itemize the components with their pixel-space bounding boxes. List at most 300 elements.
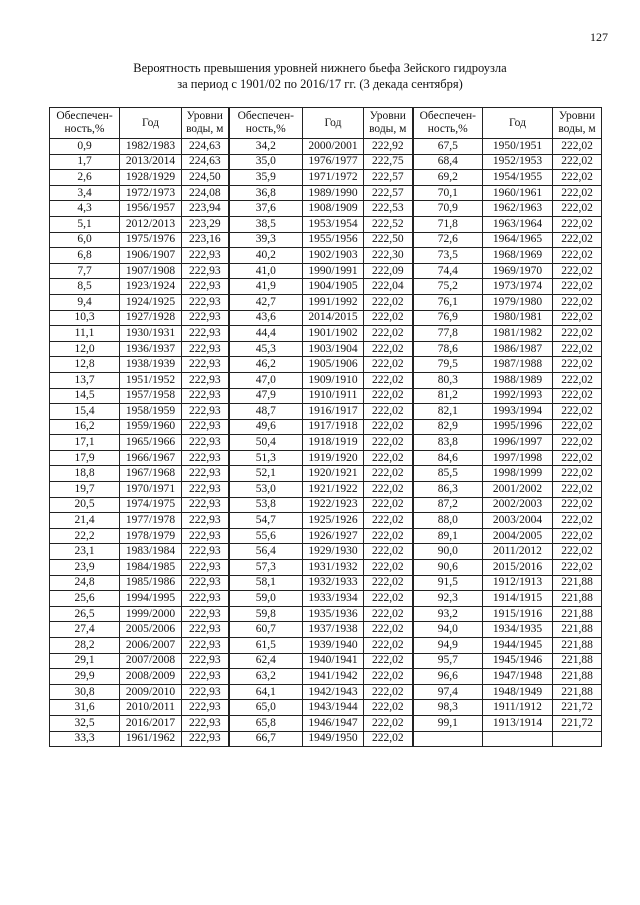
probability-cell: 43,6: [229, 310, 303, 326]
probability-cell: 28,2: [50, 638, 120, 654]
probability-cell: 45,3: [229, 341, 303, 357]
year-cell: 1942/1943: [303, 684, 364, 700]
probability-cell: 80,3: [413, 372, 483, 388]
water-level-cell: 222,02: [364, 294, 413, 310]
probability-cell: 14,5: [50, 388, 120, 404]
year-cell: [483, 731, 553, 747]
probability-cell: 0,9: [50, 139, 120, 155]
probability-cell: 67,5: [413, 139, 483, 155]
year-cell: 1993/1994: [483, 404, 553, 420]
probability-cell: [413, 731, 483, 747]
year-cell: 1984/1985: [120, 560, 182, 576]
probability-cell: 34,2: [229, 139, 303, 155]
water-level-cell: 222,50: [364, 232, 413, 248]
year-cell: 1939/1940: [303, 638, 364, 654]
probability-cell: 33,3: [50, 731, 120, 747]
table-row: [50, 372, 602, 388]
water-level-cell: 222,02: [553, 544, 602, 560]
water-level-cell: 222,02: [553, 528, 602, 544]
probability-cell: 82,1: [413, 404, 483, 420]
water-level-cell: 224,08: [182, 185, 229, 201]
year-cell: 1972/1973: [120, 185, 182, 201]
probability-cell: 71,8: [413, 216, 483, 232]
probability-cell: 38,5: [229, 216, 303, 232]
probability-cell: 70,1: [413, 185, 483, 201]
water-level-cell: 222,02: [553, 279, 602, 295]
probability-cell: 30,8: [50, 684, 120, 700]
year-cell: 1978/1979: [120, 528, 182, 544]
probability-cell: 91,5: [413, 575, 483, 591]
water-level-cell: 222,09: [364, 263, 413, 279]
probability-cell: 41,0: [229, 263, 303, 279]
probability-cell: 5,1: [50, 216, 120, 232]
probability-cell: 96,6: [413, 669, 483, 685]
water-level-cell: 222,93: [182, 388, 229, 404]
water-level-cell: 222,30: [364, 248, 413, 264]
table-row: [50, 435, 602, 451]
water-level-cell: 221,88: [553, 591, 602, 607]
probability-cell: 63,2: [229, 669, 303, 685]
probability-cell: 10,3: [50, 310, 120, 326]
header-probability: Обеспечен-ность,%: [413, 108, 483, 139]
year-cell: 1947/1948: [483, 669, 553, 685]
year-cell: 1966/1967: [120, 450, 182, 466]
table-row: [50, 216, 602, 232]
water-level-cell: 222,02: [553, 185, 602, 201]
probability-cell: 6,8: [50, 248, 120, 264]
probability-cell: 78,6: [413, 341, 483, 357]
year-cell: 1995/1996: [483, 419, 553, 435]
probability-cell: 88,0: [413, 513, 483, 529]
water-level-cell: 222,04: [364, 279, 413, 295]
year-cell: 1911/1912: [483, 700, 553, 716]
water-level-cell: 222,93: [182, 419, 229, 435]
year-cell: 1928/1929: [120, 170, 182, 186]
probability-cell: 58,1: [229, 575, 303, 591]
year-cell: 1974/1975: [120, 497, 182, 513]
year-cell: 1964/1965: [483, 232, 553, 248]
probability-cell: 2,6: [50, 170, 120, 186]
water-level-cell: 222,02: [364, 638, 413, 654]
water-level-cell: 222,93: [182, 263, 229, 279]
probability-cell: 1,7: [50, 154, 120, 170]
table-row: [50, 731, 602, 747]
water-level-cell: 222,02: [553, 560, 602, 576]
probability-table: [49, 107, 602, 747]
year-cell: 1910/1911: [303, 388, 364, 404]
year-cell: 1908/1909: [303, 201, 364, 217]
probability-cell: 48,7: [229, 404, 303, 420]
water-level-cell: 222,93: [182, 450, 229, 466]
water-level-cell: 222,02: [364, 450, 413, 466]
probability-cell: 47,0: [229, 372, 303, 388]
water-level-cell: 221,88: [553, 606, 602, 622]
water-level-cell: 224,63: [182, 154, 229, 170]
water-level-cell: 222,02: [364, 544, 413, 560]
water-level-cell: 222,93: [182, 341, 229, 357]
water-level-cell: 222,02: [553, 201, 602, 217]
table-row: [50, 560, 602, 576]
probability-cell: 62,4: [229, 653, 303, 669]
probability-cell: 35,9: [229, 170, 303, 186]
table-row: [50, 700, 602, 716]
water-level-cell: 222,02: [364, 653, 413, 669]
water-level-cell: 222,02: [364, 700, 413, 716]
table-row: [50, 154, 602, 170]
year-cell: 2013/2014: [120, 154, 182, 170]
probability-cell: 61,5: [229, 638, 303, 654]
table-row: [50, 715, 602, 731]
water-level-cell: 222,02: [553, 404, 602, 420]
water-level-cell: 222,93: [182, 638, 229, 654]
year-cell: 1931/1932: [303, 560, 364, 576]
water-level-cell: 222,02: [553, 326, 602, 342]
water-level-cell: 221,72: [553, 700, 602, 716]
year-cell: 1923/1924: [120, 279, 182, 295]
probability-cell: 7,7: [50, 263, 120, 279]
year-cell: 1992/1993: [483, 388, 553, 404]
page-number: 127: [590, 30, 608, 44]
year-cell: 1917/1918: [303, 419, 364, 435]
water-level-cell: 222,02: [364, 575, 413, 591]
table-row: [50, 388, 602, 404]
water-level-cell: 222,02: [553, 435, 602, 451]
year-cell: 1991/1992: [303, 294, 364, 310]
probability-cell: 53,8: [229, 497, 303, 513]
year-cell: 1985/1986: [120, 575, 182, 591]
water-level-cell: 222,02: [364, 715, 413, 731]
probability-cell: 12,8: [50, 357, 120, 373]
year-cell: 1935/1936: [303, 606, 364, 622]
probability-cell: 46,2: [229, 357, 303, 373]
year-cell: 1929/1930: [303, 544, 364, 560]
water-level-cell: 222,02: [364, 341, 413, 357]
water-level-cell: 222,02: [364, 419, 413, 435]
probability-cell: 65,8: [229, 715, 303, 731]
header-year: Год: [483, 108, 553, 139]
water-level-cell: 222,93: [182, 404, 229, 420]
year-cell: 1973/1974: [483, 279, 553, 295]
year-cell: 1967/1968: [120, 466, 182, 482]
probability-cell: 97,4: [413, 684, 483, 700]
probability-cell: 72,6: [413, 232, 483, 248]
year-cell: 1986/1987: [483, 341, 553, 357]
year-cell: 1959/1960: [120, 419, 182, 435]
probability-cell: 23,1: [50, 544, 120, 560]
probability-cell: 6,0: [50, 232, 120, 248]
probability-cell: 9,4: [50, 294, 120, 310]
year-cell: 1961/1962: [120, 731, 182, 747]
water-level-cell: 222,93: [182, 715, 229, 731]
probability-cell: 57,3: [229, 560, 303, 576]
water-level-cell: 222,02: [553, 341, 602, 357]
year-cell: 1955/1956: [303, 232, 364, 248]
probability-cell: 59,8: [229, 606, 303, 622]
year-cell: 1996/1997: [483, 435, 553, 451]
year-cell: 2002/2003: [483, 497, 553, 513]
year-cell: 2000/2001: [303, 139, 364, 155]
table-row: [50, 341, 602, 357]
year-cell: 1976/1977: [303, 154, 364, 170]
water-level-cell: 222,02: [364, 372, 413, 388]
year-cell: 1999/2000: [120, 606, 182, 622]
probability-cell: 68,4: [413, 154, 483, 170]
water-level-cell: 222,02: [553, 450, 602, 466]
probability-cell: 76,1: [413, 294, 483, 310]
table-row: [50, 528, 602, 544]
year-cell: 1922/1923: [303, 497, 364, 513]
probability-cell: 18,8: [50, 466, 120, 482]
year-cell: 1960/1961: [483, 185, 553, 201]
table-row: [50, 653, 602, 669]
table-row: [50, 544, 602, 560]
probability-cell: 47,9: [229, 388, 303, 404]
probability-cell: 11,1: [50, 326, 120, 342]
water-level-cell: 222,93: [182, 435, 229, 451]
water-level-cell: 222,02: [364, 513, 413, 529]
table-row: [50, 139, 602, 155]
year-cell: 1979/1980: [483, 294, 553, 310]
probability-cell: 93,2: [413, 606, 483, 622]
water-level-cell: 222,93: [182, 372, 229, 388]
table-row: [50, 263, 602, 279]
table-row: [50, 575, 602, 591]
water-level-cell: 222,02: [553, 294, 602, 310]
probability-cell: 13,7: [50, 372, 120, 388]
year-cell: 1905/1906: [303, 357, 364, 373]
year-cell: 1969/1970: [483, 263, 553, 279]
probability-cell: 69,2: [413, 170, 483, 186]
water-level-cell: 222,02: [553, 263, 602, 279]
water-level-cell: 222,02: [553, 139, 602, 155]
year-cell: 2007/2008: [120, 653, 182, 669]
probability-cell: 40,2: [229, 248, 303, 264]
probability-cell: 49,6: [229, 419, 303, 435]
table-row: [50, 466, 602, 482]
year-cell: 2011/2012: [483, 544, 553, 560]
year-cell: 1946/1947: [303, 715, 364, 731]
probability-cell: 66,7: [229, 731, 303, 747]
water-level-cell: 222,02: [553, 482, 602, 498]
probability-cell: 25,6: [50, 591, 120, 607]
year-cell: 1945/1946: [483, 653, 553, 669]
year-cell: 2003/2004: [483, 513, 553, 529]
water-level-cell: 222,93: [182, 279, 229, 295]
probability-cell: 17,1: [50, 435, 120, 451]
water-level-cell: 223,16: [182, 232, 229, 248]
water-level-cell: 222,02: [364, 357, 413, 373]
probability-cell: 74,4: [413, 263, 483, 279]
water-level-cell: 222,02: [553, 170, 602, 186]
table-row: [50, 326, 602, 342]
probability-cell: 87,2: [413, 497, 483, 513]
year-cell: 1954/1955: [483, 170, 553, 186]
probability-cell: 27,4: [50, 622, 120, 638]
table-row: [50, 279, 602, 295]
year-cell: 1948/1949: [483, 684, 553, 700]
table-row: [50, 513, 602, 529]
probability-cell: 31,6: [50, 700, 120, 716]
water-level-cell: [553, 731, 602, 747]
probability-cell: 94,9: [413, 638, 483, 654]
water-level-cell: 222,02: [364, 684, 413, 700]
water-level-cell: 222,57: [364, 170, 413, 186]
year-cell: 1982/1983: [120, 139, 182, 155]
probability-cell: 41,9: [229, 279, 303, 295]
water-level-cell: 222,93: [182, 294, 229, 310]
year-cell: 1968/1969: [483, 248, 553, 264]
probability-cell: 53,0: [229, 482, 303, 498]
probability-cell: 92,3: [413, 591, 483, 607]
water-level-cell: 221,88: [553, 575, 602, 591]
water-level-cell: 222,02: [364, 404, 413, 420]
probability-cell: 81,2: [413, 388, 483, 404]
year-cell: 1956/1957: [120, 201, 182, 217]
year-cell: 2006/2007: [120, 638, 182, 654]
water-level-cell: 222,93: [182, 622, 229, 638]
water-level-cell: 222,02: [364, 435, 413, 451]
header-water-level: Уровни воды, м: [553, 108, 602, 139]
header-probability: Обеспечен-ность,%: [229, 108, 303, 139]
header-year: Год: [303, 108, 364, 139]
year-cell: 1962/1963: [483, 201, 553, 217]
year-cell: 1987/1988: [483, 357, 553, 373]
table-row: [50, 591, 602, 607]
table-body: [50, 139, 602, 747]
year-cell: 2004/2005: [483, 528, 553, 544]
water-level-cell: 221,88: [553, 622, 602, 638]
water-level-cell: 222,02: [364, 591, 413, 607]
probability-cell: 75,2: [413, 279, 483, 295]
water-level-cell: 222,02: [553, 232, 602, 248]
water-level-cell: 222,93: [182, 482, 229, 498]
water-level-cell: 222,02: [364, 622, 413, 638]
year-cell: 2008/2009: [120, 669, 182, 685]
probability-cell: 95,7: [413, 653, 483, 669]
probability-cell: 4,3: [50, 201, 120, 217]
water-level-cell: 222,93: [182, 684, 229, 700]
year-cell: 1919/1920: [303, 450, 364, 466]
year-cell: 2016/2017: [120, 715, 182, 731]
water-level-cell: 222,93: [182, 248, 229, 264]
table-row: [50, 294, 602, 310]
year-cell: 1977/1978: [120, 513, 182, 529]
document-title: [0, 60, 640, 92]
water-level-cell: 222,02: [553, 154, 602, 170]
year-cell: 2015/2016: [483, 560, 553, 576]
water-level-cell: 222,02: [553, 388, 602, 404]
year-cell: 1918/1919: [303, 435, 364, 451]
probability-cell: 76,9: [413, 310, 483, 326]
water-level-cell: 222,93: [182, 591, 229, 607]
water-level-cell: 222,02: [364, 528, 413, 544]
year-cell: 1912/1913: [483, 575, 553, 591]
water-level-cell: 222,93: [182, 575, 229, 591]
probability-cell: 23,9: [50, 560, 120, 576]
probability-cell: 36,8: [229, 185, 303, 201]
year-cell: 1902/1903: [303, 248, 364, 264]
probability-cell: 44,4: [229, 326, 303, 342]
table-row: [50, 419, 602, 435]
probability-cell: 29,1: [50, 653, 120, 669]
probability-cell: 59,0: [229, 591, 303, 607]
water-level-cell: 222,93: [182, 513, 229, 529]
water-level-cell: 222,02: [364, 310, 413, 326]
water-level-cell: 221,72: [553, 715, 602, 731]
probability-cell: 73,5: [413, 248, 483, 264]
table-row: [50, 450, 602, 466]
year-cell: 1997/1998: [483, 450, 553, 466]
water-level-cell: 222,02: [364, 466, 413, 482]
probability-cell: 50,4: [229, 435, 303, 451]
year-cell: 2014/2015: [303, 310, 364, 326]
year-cell: 1903/1904: [303, 341, 364, 357]
water-level-cell: 222,75: [364, 154, 413, 170]
table-row: [50, 638, 602, 654]
probability-cell: 56,4: [229, 544, 303, 560]
year-cell: 1941/1942: [303, 669, 364, 685]
water-level-cell: 222,93: [182, 466, 229, 482]
water-level-cell: 222,93: [182, 560, 229, 576]
header-probability: Обеспечен-ность,%: [50, 108, 120, 139]
year-cell: 1933/1934: [303, 591, 364, 607]
probability-cell: 39,3: [229, 232, 303, 248]
year-cell: 1965/1966: [120, 435, 182, 451]
year-cell: 1937/1938: [303, 622, 364, 638]
title-line-1: Вероятность превышения уровней нижнего бьефа Зейского гидроузла: [133, 61, 507, 75]
year-cell: 1980/1981: [483, 310, 553, 326]
year-cell: 1904/1905: [303, 279, 364, 295]
water-level-cell: 222,93: [182, 528, 229, 544]
water-level-cell: 222,93: [182, 653, 229, 669]
year-cell: 1951/1952: [120, 372, 182, 388]
probability-cell: 8,5: [50, 279, 120, 295]
table-row: [50, 606, 602, 622]
table-row: [50, 482, 602, 498]
table-row: [50, 201, 602, 217]
year-cell: 2005/2006: [120, 622, 182, 638]
water-level-cell: 223,94: [182, 201, 229, 217]
water-level-cell: 222,93: [182, 326, 229, 342]
water-level-cell: 222,02: [364, 560, 413, 576]
water-level-cell: 222,02: [364, 497, 413, 513]
probability-cell: 19,7: [50, 482, 120, 498]
probability-cell: 3,4: [50, 185, 120, 201]
water-level-cell: 222,02: [553, 248, 602, 264]
year-cell: 1906/1907: [120, 248, 182, 264]
probability-cell: 98,3: [413, 700, 483, 716]
water-level-cell: 222,02: [364, 731, 413, 747]
water-level-cell: 222,93: [182, 669, 229, 685]
probability-cell: 42,7: [229, 294, 303, 310]
year-cell: 1944/1945: [483, 638, 553, 654]
water-level-cell: 222,52: [364, 216, 413, 232]
year-cell: 1934/1935: [483, 622, 553, 638]
table-row: [50, 669, 602, 685]
probability-cell: 85,5: [413, 466, 483, 482]
year-cell: 1915/1916: [483, 606, 553, 622]
water-level-cell: 223,29: [182, 216, 229, 232]
header-water-level: Уровни воды, м: [364, 108, 413, 139]
year-cell: 1901/1902: [303, 326, 364, 342]
year-cell: 2001/2002: [483, 482, 553, 498]
year-cell: 1932/1933: [303, 575, 364, 591]
year-cell: 1971/1972: [303, 170, 364, 186]
probability-cell: 79,5: [413, 357, 483, 373]
year-cell: 1990/1991: [303, 263, 364, 279]
header-water-level: Уровни воды, м: [182, 108, 229, 139]
table-row: [50, 622, 602, 638]
